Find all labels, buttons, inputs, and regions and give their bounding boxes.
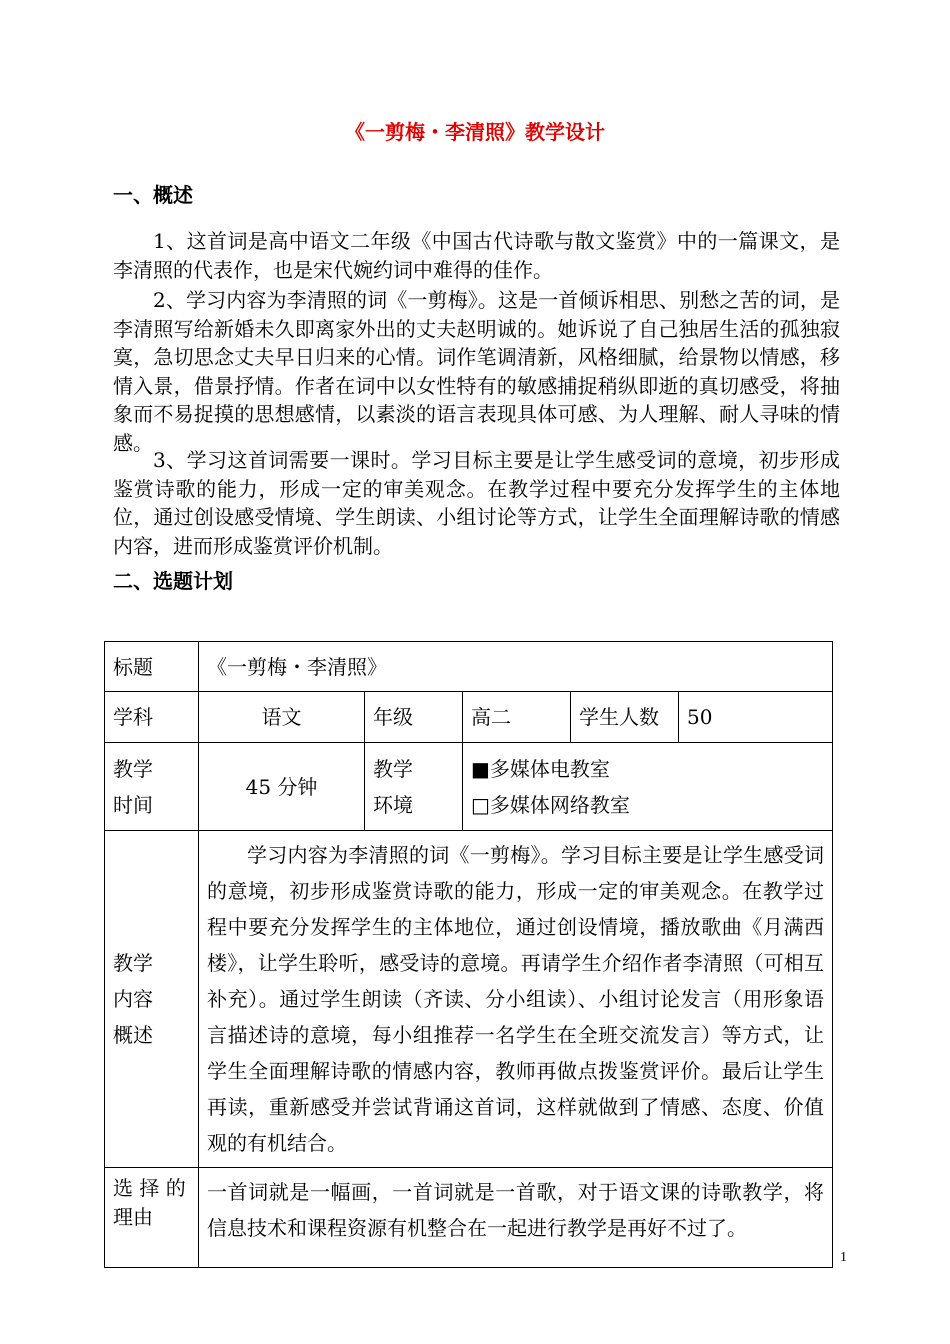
page-title: 《一剪梅・李清照》教学设计 — [345, 120, 605, 144]
table-row — [105, 642, 833, 692]
students-label: 学生人数 — [571, 692, 679, 743]
summary-label-line-2: 内容 — [113, 987, 153, 1011]
page-number: 1 — [840, 1250, 847, 1265]
title-label: 标题 — [105, 642, 199, 692]
table-row — [105, 743, 833, 831]
table-row — [105, 1168, 833, 1268]
grade-label: 年级 — [365, 692, 463, 743]
env-option-multimedia-classroom: ■多媒体电教室 — [471, 756, 610, 781]
reason-text: 一首词就是一幅画，一首词就是一首歌，对于语文课的诗歌教学，将信息技术和课程资源有机整合在一起进行教学是再好不过了。 — [199, 1168, 833, 1268]
time-value: 45 分钟 — [199, 743, 365, 831]
grade-value: 高二 — [463, 692, 571, 743]
env-options — [463, 743, 833, 831]
reason-label-line-1: 选 择 的 — [113, 1176, 186, 1200]
env-label-line-2: 环境 — [373, 792, 413, 817]
reason-label — [105, 1168, 199, 1268]
summary-label-line-3: 概述 — [113, 1023, 153, 1047]
time-label-line-1: 教学 — [113, 756, 153, 781]
summary-text: 学习内容为李清照的词《一剪梅》。学习目标主要是让学生感受词的意境，初步形成鉴赏诗歌的能力，形成一定的审美观念。在教学过程中要充分发挥学生的主体地位，通过创设情境，播放歌曲《月满西楼》，让学生聆听，感受诗的意境。再请学生介绍作者李清照（可相互补充）。通过学生朗读（齐读、分小组读）、小组讨论发言（用形象语言描述诗的意境，每小组推荐一名学生在全班交流发言）等方式，让学生全面理解诗歌的情感内容，教师再做点拨鉴赏评价。最后让学生再读，重新感受并尝试背诵这首词，这样就做到了情感、态度、价值观的有机结合。 — [199, 831, 833, 1168]
env-label-line-1: 教学 — [373, 756, 413, 781]
subject-value: 语文 — [199, 692, 365, 743]
summary-label-line-1: 教学 — [113, 951, 153, 975]
env-option-network-classroom: □多媒体网络教室 — [471, 792, 630, 817]
table-row — [105, 831, 833, 1168]
students-value: 50 — [679, 692, 833, 743]
section-heading-overview: 一、概述 — [113, 183, 193, 207]
overview-paragraph-3: 3、学习这首词需要一课时。学习目标主要是让学生感受词的意境，初步形成鉴赏诗歌的能力，形成一定的审美观念。在教学过程中要充分发挥学生的主体地位，通过创设感受情境、学生朗读、小组讨论等方式，让学生全面理解诗歌的情感内容，进而形成鉴赏评价机制。 — [113, 448, 840, 558]
section-heading-plan: 二、选题计划 — [113, 569, 233, 593]
env-label — [365, 743, 463, 831]
subject-label: 学科 — [105, 692, 199, 743]
summary-label — [105, 831, 199, 1168]
plan-table — [104, 641, 833, 1268]
reason-label-line-2: 理由 — [113, 1204, 153, 1229]
overview-paragraph-1: 1、这首词是高中语文二年级《中国古代诗歌与散文鉴赏》中的一篇课文，是李清照的代表作，也是宋代婉约词中难得的佳作。 — [113, 229, 840, 282]
title-value: 《一剪梅・李清照》 — [199, 642, 833, 692]
time-label-line-2: 时间 — [113, 792, 153, 817]
time-label — [105, 743, 199, 831]
table-row — [105, 692, 833, 743]
overview-paragraph-2: 2、学习内容为李清照的词《一剪梅》。这是一首倾诉相思、别愁之苦的词，是李清照写给新婚未久即离家外出的丈夫赵明诚的。她诉说了自己独居生活的孤独寂寞，急切思念丈夫早日归来的心情。词作笔调清新，风格细腻，给景物以情感，移情入景，借景抒情。作者在词中以女性特有的敏感捕捉稍纵即逝的真切感受，将抽象而不易捉摸的思想感情，以素淡的语言表现具体可感、为人理解、耐人寻味的情感。 — [113, 288, 840, 455]
